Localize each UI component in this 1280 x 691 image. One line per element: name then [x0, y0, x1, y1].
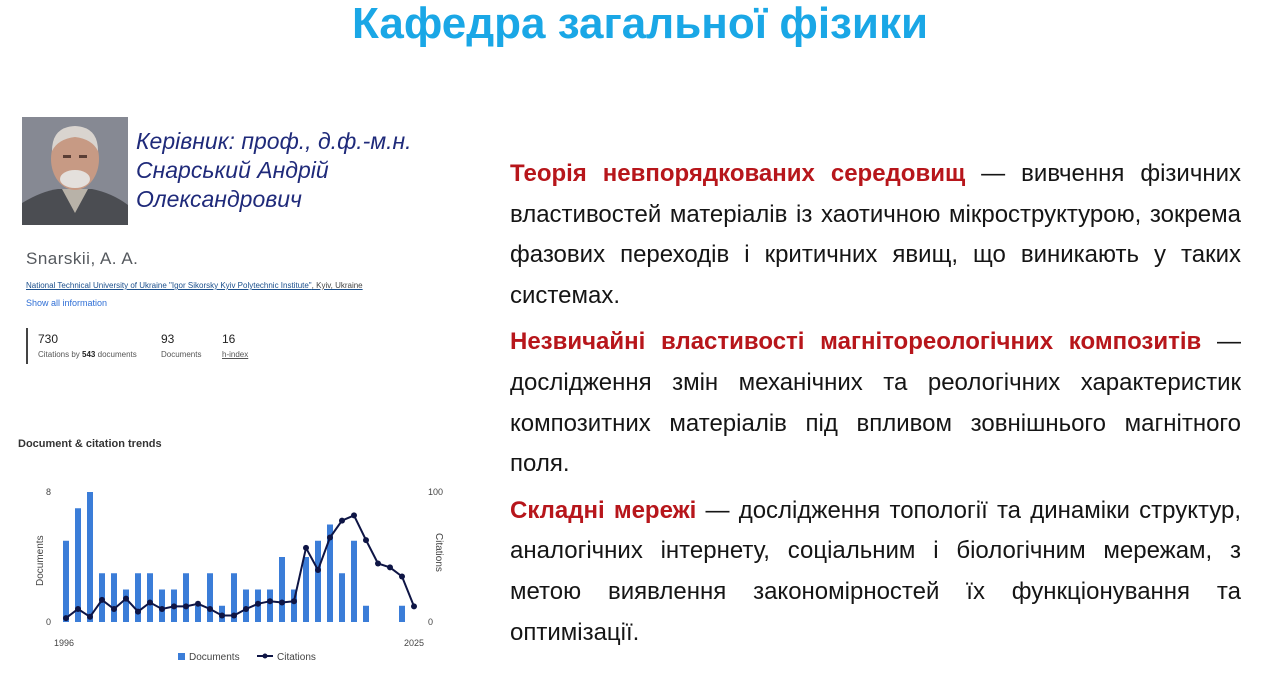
- documents-bars: [63, 492, 405, 622]
- metric-documents: [161, 332, 201, 359]
- citations-point-2001: [123, 596, 129, 602]
- citations-point-2014: [279, 600, 285, 606]
- research-text-3: — дослідження топології та динаміки структур, аналогічних інтернету, соціальним і біологічним мережам, з метою виявлення закономірностей їх функціонування та оптимізації.: [510, 496, 1241, 646]
- documents-bar-2002: [135, 573, 141, 622]
- legend-citations-marker: [263, 654, 268, 659]
- h-index-link[interactable]: h-index: [222, 350, 249, 359]
- head-caption: [136, 127, 412, 214]
- research-text-2: — дослідження змін механічних та реологічних характеристик композитних матеріалів під впливом зовнішнього магнітного поля.: [510, 328, 1241, 478]
- legend-documents-label: Documents: [189, 652, 240, 663]
- documents-bar-2011: [243, 590, 249, 623]
- documents-bar-2003: [147, 573, 153, 622]
- portrait-photo: [22, 117, 128, 225]
- legend-citations-label: Citations: [277, 652, 316, 663]
- citation-trend-chart: [18, 478, 448, 668]
- y-right-tick-top: 100: [428, 487, 444, 497]
- research-term-3: Складні мережі: [510, 496, 697, 524]
- citations-point-2020: [351, 512, 357, 518]
- documents-bar-2019: [339, 573, 345, 622]
- citations-point-1999: [99, 597, 105, 603]
- citations-point-2004: [159, 606, 165, 612]
- citations-point-1997: [75, 606, 81, 612]
- slide-title: Кафедра загальної фізики: [351, 0, 929, 48]
- research-area-3: [510, 491, 1241, 653]
- citations-point-2017: [315, 567, 321, 573]
- h-index-value: 16: [222, 332, 236, 346]
- metric-citations: [38, 332, 137, 359]
- research-areas: [510, 154, 1241, 659]
- documents-bar-1997: [75, 508, 81, 622]
- citations-point-2019: [339, 518, 345, 524]
- citations-label: Citations by 543 documents: [38, 350, 137, 359]
- citations-point-2012: [255, 601, 261, 607]
- documents-bar-1998: [87, 492, 93, 622]
- citations-point-2021: [363, 537, 369, 543]
- citations-value: 730: [38, 332, 59, 346]
- affiliation-link[interactable]: [26, 281, 363, 290]
- citations-point-2000: [111, 606, 117, 612]
- citations-point-1998: [87, 614, 93, 620]
- citations-point-2025: [411, 603, 417, 609]
- documents-bar-1996: [63, 541, 69, 622]
- y-left-tick-top: 8: [46, 487, 52, 497]
- citations-point-2015: [291, 598, 297, 604]
- citations-point-1996: [63, 615, 69, 621]
- author-name: Snarskii, A. A.: [26, 249, 139, 268]
- head-title: Керівник: проф., д.ф.-м.н.: [136, 128, 412, 154]
- citations-point-2006: [183, 603, 189, 609]
- documents-bar-2020: [351, 541, 357, 622]
- citations-point-2011: [243, 606, 249, 612]
- documents-value: 93: [161, 332, 175, 346]
- citations-point-2005: [171, 603, 177, 609]
- trends-title: Document & citation trends: [18, 438, 162, 450]
- documents-bar-2017: [315, 541, 321, 622]
- affiliation-location: , Kyiv, Ukraine: [311, 281, 363, 290]
- chart-svg: [18, 478, 448, 668]
- citations-point-2023: [387, 564, 393, 570]
- citations-point-2007: [195, 601, 201, 607]
- research-area-2: [510, 322, 1241, 484]
- documents-label: Documents: [161, 350, 202, 359]
- head-patronymic: Олександрович: [136, 186, 302, 212]
- citations-series-line: [66, 515, 414, 618]
- documents-bar-2016: [303, 557, 309, 622]
- citations-point-2013: [267, 598, 273, 604]
- legend-documents-swatch: [178, 653, 185, 660]
- citations-point-2024: [399, 574, 405, 580]
- documents-bar-2013: [267, 590, 273, 623]
- research-text-1: — вивчення фізичних властивостей матеріалів із хаотичною мікроструктурою, зокрема фазових переходів і критичних явищ, що виникають у таких системах.: [510, 160, 1241, 309]
- citations-point-2008: [207, 606, 213, 612]
- documents-bar-2007: [195, 606, 201, 622]
- documents-bar-2014: [279, 557, 285, 622]
- metrics-divider: [26, 328, 28, 364]
- citations-point-2010: [231, 613, 237, 619]
- documents-bar-2001: [123, 590, 129, 623]
- documents-bar-2021: [363, 606, 369, 622]
- affiliation-name[interactable]: National Technical University of Ukraine "Igor Sikorsky Kyiv Polytechnic Institute": [26, 281, 312, 290]
- citations-point-2018: [327, 535, 333, 541]
- citations-point-2022: [375, 561, 381, 567]
- documents-bar-2008: [207, 573, 213, 622]
- research-term-1: Теорія невпорядкованих середовищ: [510, 160, 966, 187]
- research-term-2: Незвичайні властивості магнітореологічних композитів: [510, 328, 1202, 356]
- citations-point-2003: [147, 600, 153, 606]
- show-all-information-link[interactable]: Show all information: [26, 298, 108, 308]
- documents-bar-2004: [159, 590, 165, 623]
- y-right-label: Citations: [433, 533, 444, 572]
- head-surname: Снарський Андрій: [136, 157, 329, 183]
- citations-point-2009: [219, 613, 225, 619]
- citations-point-2002: [135, 609, 141, 615]
- documents-bar-2024: [399, 606, 405, 622]
- citations-point-2016: [303, 545, 309, 551]
- documents-bar-2000: [111, 573, 117, 622]
- metric-h-index: [222, 332, 248, 359]
- documents-bar-2006: [183, 573, 189, 622]
- y-left-label: Documents: [35, 535, 46, 586]
- y-left-tick-bottom: 0: [46, 617, 52, 627]
- x-first-label: 1996: [54, 638, 75, 648]
- research-area-1: [510, 154, 1241, 316]
- y-right-tick-bottom: 0: [428, 617, 434, 627]
- x-last-label: 2025: [404, 638, 425, 648]
